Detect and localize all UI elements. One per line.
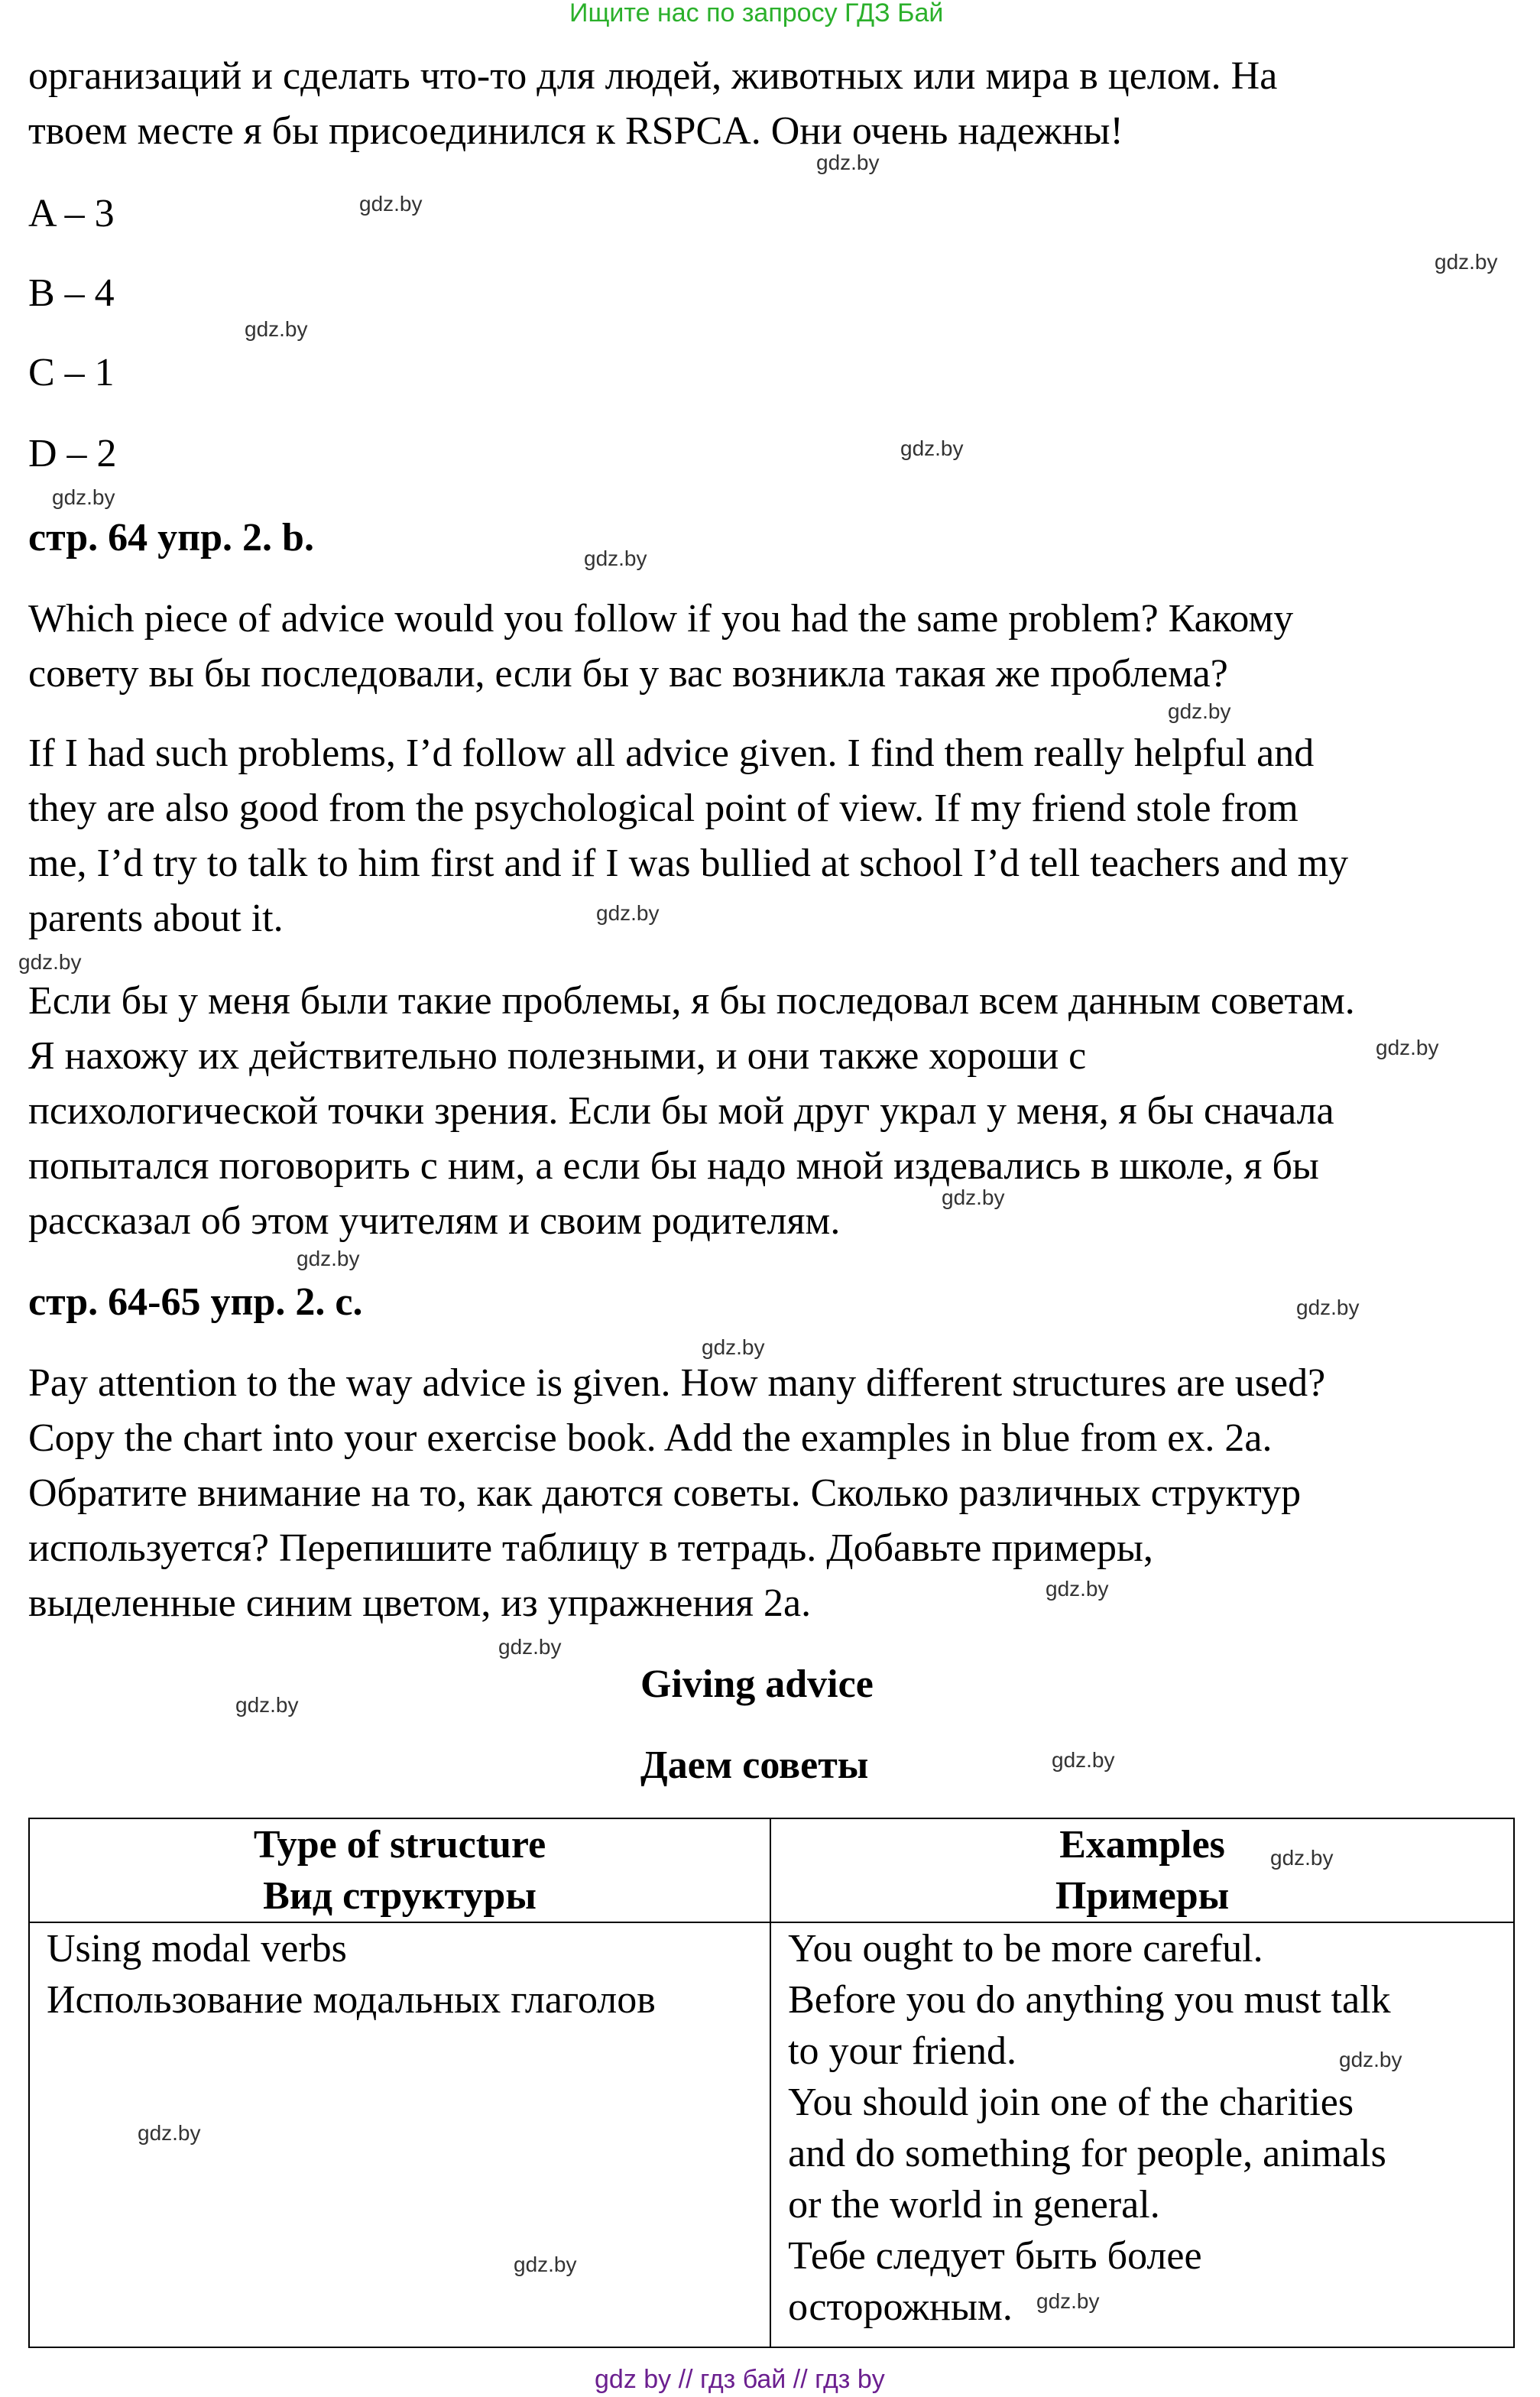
watermark: gdz.by [1270,1846,1334,1870]
example-line: Before you do anything you must talk [788,1978,1391,2022]
watermark: gdz.by [584,547,647,570]
match-b: B – 4 [28,271,115,315]
example-line: or the world in general. [788,2183,1160,2227]
search-hint-link[interactable]: Ищите нас по запросу ГДЗ Бай [569,0,944,28]
watermark: gdz.by [1435,250,1498,274]
table-row [29,1922,1514,2347]
example-line: and do something for people, animals [788,2132,1386,2175]
watermark: gdz.by [235,1693,299,1717]
intro-line-2: твоем месте я бы присоединился к RSPCA. Они очень надежны! [28,109,1123,153]
watermark: gdz.by [596,901,660,925]
answer-ru-line-4: попытался поговорить с ним, а если бы надо мной издевались в школе, я бы [28,1144,1319,1188]
table-title-en: Giving advice [640,1662,874,1706]
watermark: gdz.by [138,2121,201,2145]
table-title-ru: Даем советы [640,1743,869,1787]
watermark: gdz.by [1168,699,1231,723]
example-line: You ought to be more careful. [788,1927,1263,1970]
task-line-3: Обратите внимание на то, как даются советы. Сколько различных структур [28,1471,1302,1515]
match-a: A – 3 [28,192,115,235]
examples-cell [770,1922,1514,2347]
answer-en-line-2: they are also good from the psychological point of view. If my friend stole from [28,787,1298,830]
watermark: gdz.by [942,1186,1005,1209]
answer-ru-line-2: Я нахожу их действительно полезными, и они также хороши с [28,1034,1087,1078]
watermark: gdz.by [245,317,308,341]
watermark: gdz.by [498,1635,562,1659]
watermark: gdz.by [514,2253,577,2276]
example-line: Тебе следует быть более [788,2234,1202,2278]
watermark: gdz.by [900,436,964,460]
watermark: gdz.by [52,485,115,509]
answer-en-line-3: me, I’d try to talk to him first and if I was bullied at school I’d tell teachers and my [28,842,1349,885]
watermark: gdz.by [359,192,423,216]
section-b-heading: стр. 64 упр. 2. b. [28,516,314,560]
header-type-en: Type of structure [253,1823,546,1867]
header-type-of-structure [29,1818,770,1922]
answer-en-line-1: If I had such problems, I’d follow all advice given. I find them really helpful and [28,731,1315,775]
question-line-1: Which piece of advice would you follow if you had the same problem? Какому [28,597,1294,641]
watermark: gdz.by [18,950,82,974]
answer-ru-line-1: Если бы у меня были такие проблемы, я бы последовал всем данным советам. [28,979,1355,1023]
task-line-4: используется? Перепишите таблицу в тетрадь. Добавьте примеры, [28,1526,1153,1570]
match-d: D – 2 [28,432,117,475]
answer-en-line-4: parents about it. [28,897,284,940]
watermark: gdz.by [1046,1577,1109,1601]
header-examples [770,1818,1514,1922]
watermark: gdz.by [1376,1036,1439,1059]
watermark: gdz.by [1339,2048,1402,2071]
task-line-1: Pay attention to the way advice is given. How many different structures are used? [28,1361,1326,1405]
example-line: You should join one of the charities [788,2081,1354,2124]
watermark: gdz.by [1296,1296,1360,1319]
task-line-2: Copy the chart into your exercise book. Add the examples in blue from ex. 2a. [28,1416,1273,1460]
example-line: осторожным. [788,2285,1013,2329]
footer-links[interactable]: gdz by // гдз бай // гдз by [595,2365,885,2394]
example-line: to your friend. [788,2029,1017,2073]
header-type-ru: Вид структуры [263,1874,537,1918]
watermark: gdz.by [1036,2289,1100,2313]
watermark: gdz.by [702,1335,765,1359]
advice-table [28,1818,1515,2348]
type-line-ru: Использование модальных глаголов [47,1978,656,2022]
watermark: gdz.by [1052,1748,1115,1772]
match-c: C – 1 [28,351,115,394]
type-line-en: Using modal verbs [47,1927,347,1970]
question-line-2: совету вы бы последовали, если бы у вас возникла такая же проблема? [28,652,1228,696]
section-c-heading: стр. 64-65 упр. 2. c. [28,1280,363,1324]
header-examples-en: Examples [1059,1823,1225,1867]
answer-ru-line-3: психологической точки зрения. Если бы мой друг украл у меня, я бы сначала [28,1089,1334,1133]
task-line-5: выделенные синим цветом, из упражнения 2a. [28,1581,812,1625]
header-examples-ru: Примеры [1055,1874,1230,1918]
answer-ru-line-5: рассказал об этом учителям и своим родителям. [28,1199,841,1243]
intro-line-1: организаций и сделать что-то для людей, животных или мира в целом. На [28,54,1278,98]
watermark: gdz.by [297,1247,360,1270]
watermark: gdz.by [816,151,880,174]
